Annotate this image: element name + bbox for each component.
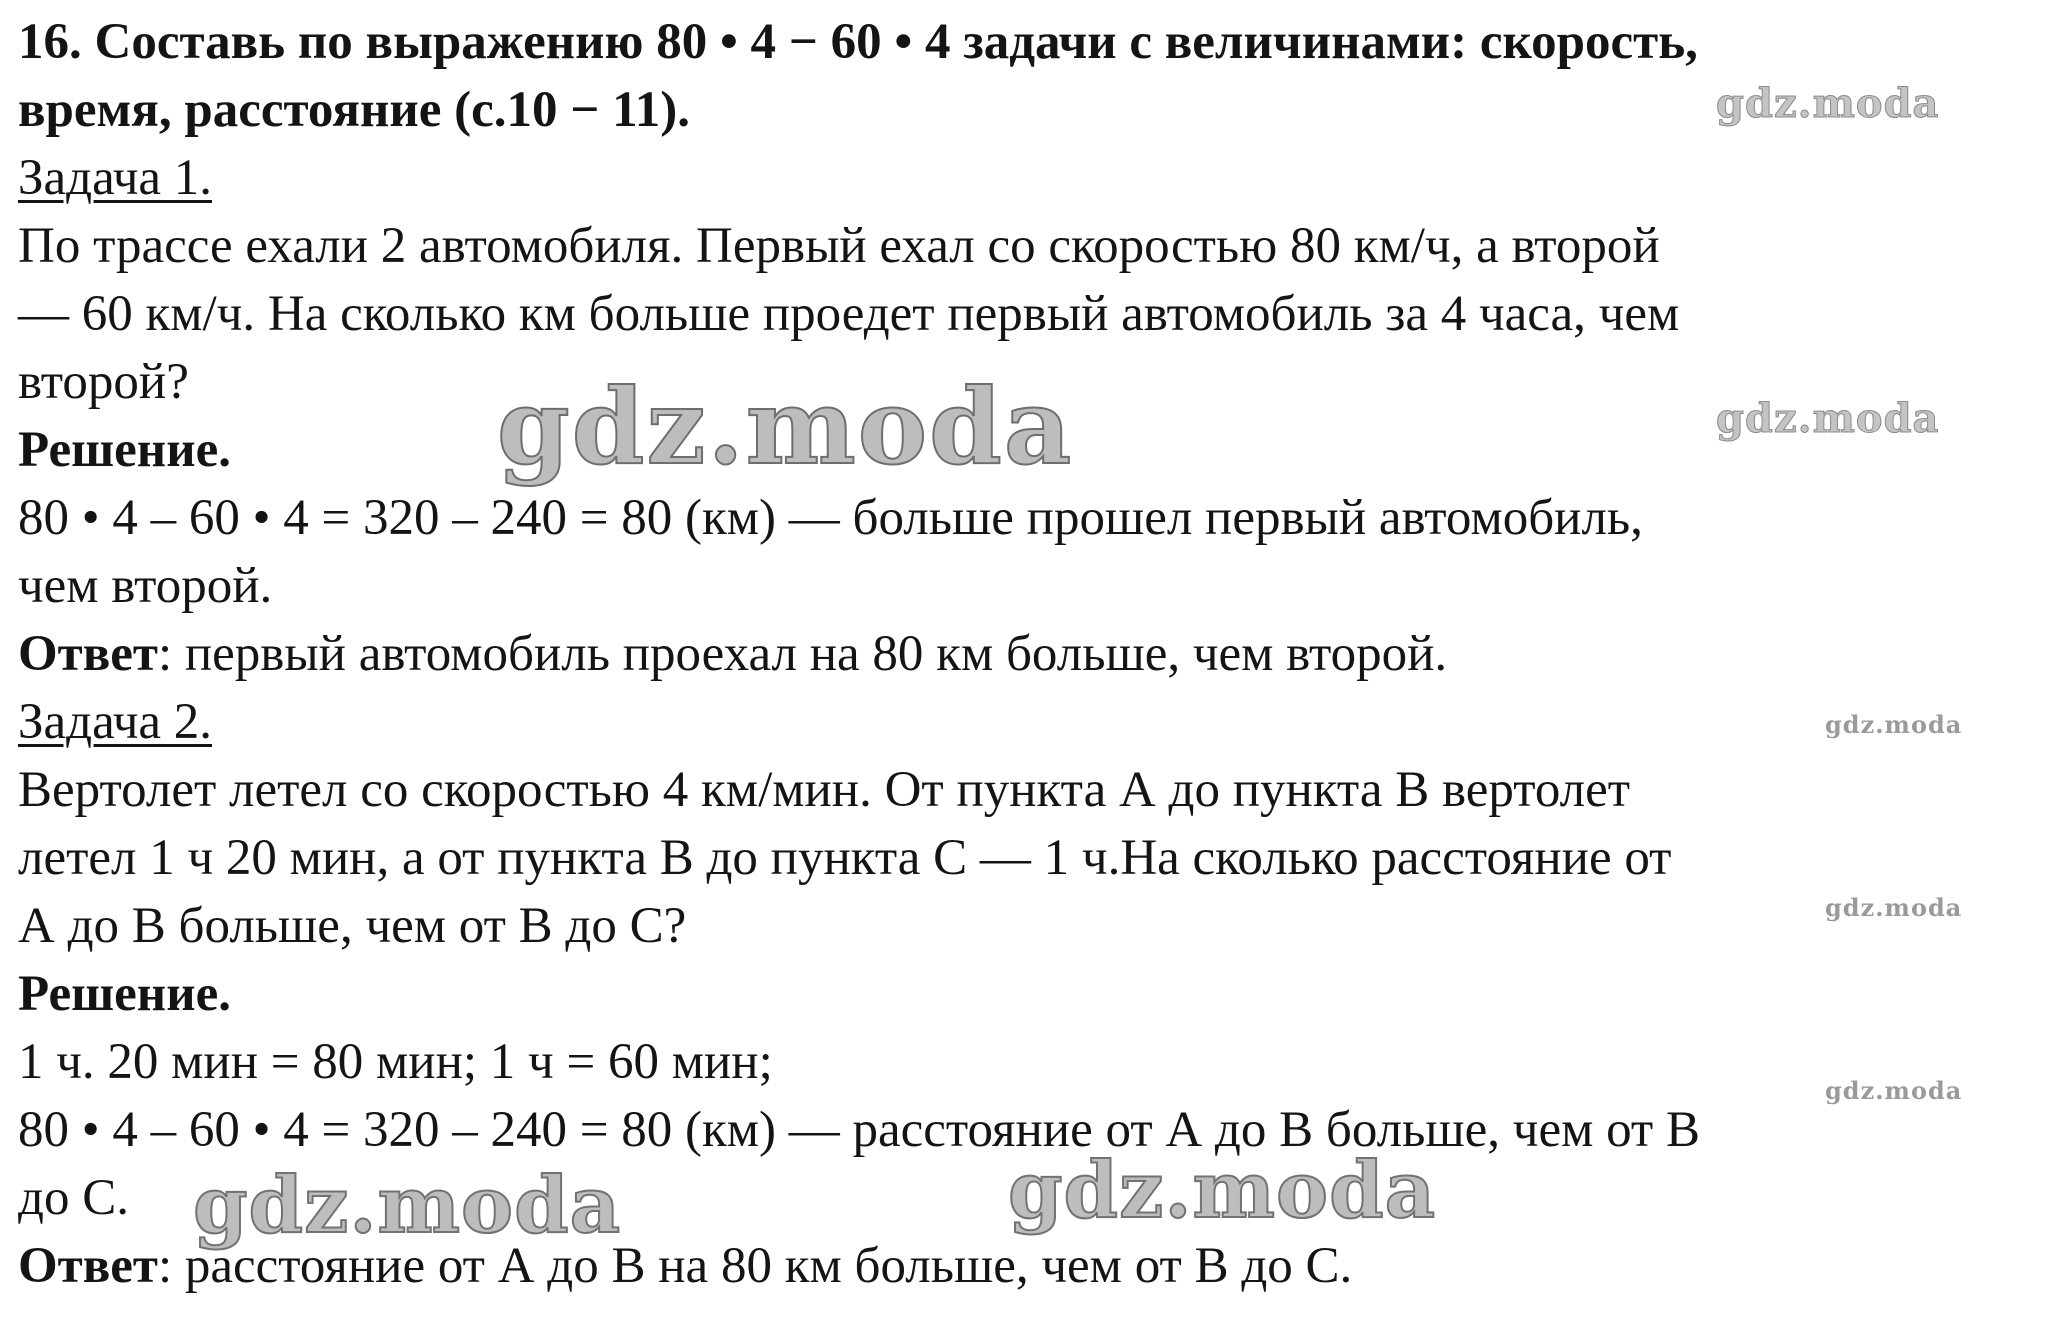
watermark: gdz.moda: [497, 365, 1074, 488]
watermark: gdz.moda: [1825, 1076, 1963, 1105]
watermark: gdz.moda: [193, 1160, 622, 1251]
task2-solution-label: Решение.: [18, 966, 231, 1022]
task2-text-line-2: летел 1 ч 20 мин, а от пункта В до пункта С — 1 ч.На сколько расстояние от: [18, 830, 1672, 886]
task1-text-line-2: — 60 км/ч. На сколько км больше проедет первый автомобиль за 4 часа, чем: [18, 286, 1680, 342]
task2-title-text: Задача 2.: [18, 694, 213, 750]
task1-solution-label: Решение.: [18, 422, 231, 478]
task1-text-line-3: второй?: [18, 354, 189, 410]
watermark: gdz.moda: [1825, 710, 1963, 739]
task2-text-line-3: А до В больше, чем от В до С?: [18, 898, 687, 954]
task1-title: [18, 144, 2008, 212]
task2-solution-line-1: 1 ч. 20 мин = 80 мин; 1 ч = 60 мин;: [18, 1034, 773, 1090]
task2-solution-line-3: до С.: [18, 1170, 129, 1226]
task1-answer: [18, 620, 2008, 688]
task1-answer-label: Ответ: [18, 626, 158, 682]
task1-text-line-1: По трассе ехали 2 автомобиля. Первый ехал со скоростью 80 км/ч, а второй: [18, 218, 1660, 274]
task1-solution-line-2: чем второй.: [18, 558, 273, 614]
task1-answer-text: : первый автомобиль проехал на 80 км больше, чем второй.: [157, 626, 1448, 682]
task2-answer-text: : расстояние от А до В на 80 км больше, чем от В до С.: [157, 1238, 1353, 1294]
task2-answer: [18, 1232, 2008, 1300]
task1-title-text: Задача 1.: [18, 150, 213, 206]
header-line-2: время, расстояние (с.10 − 11).: [18, 82, 691, 138]
task2-title: [18, 688, 2008, 756]
task2-answer-label: Ответ: [18, 1238, 158, 1294]
watermark: gdz.moda: [1825, 893, 1963, 922]
watermark: gdz.moda: [1716, 80, 1940, 127]
header-line-1: 16. Составь по выражению 80 • 4 − 60 • 4 задачи с величинами: скорость,: [18, 14, 1698, 70]
task2-solution-line-2: 80 • 4 – 60 • 4 = 320 – 240 = 80 (км) — расстояние от А до В больше, чем от В: [18, 1102, 1700, 1158]
watermark: gdz.moda: [1008, 1145, 1437, 1236]
task2-text-line-1: Вертолет летел со скоростью 4 км/мин. От пункта А до пункта В вертолет: [18, 762, 1631, 818]
watermark: gdz.moda: [1716, 395, 1940, 442]
task1-solution-line-1: 80 • 4 – 60 • 4 = 320 – 240 = 80 (км) — больше прошел первый автомобиль,: [18, 490, 1643, 546]
document-page: [18, 8, 2008, 1300]
